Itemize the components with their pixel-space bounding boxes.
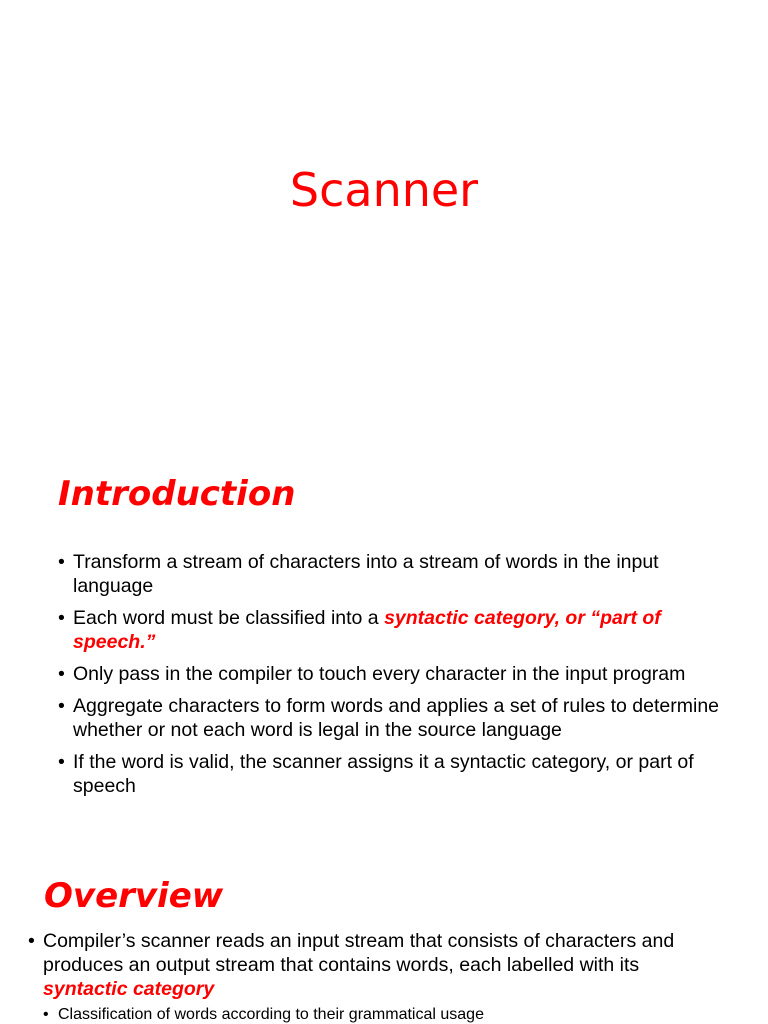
list-item bbox=[28, 929, 688, 1024]
introduction-list bbox=[58, 550, 728, 806]
overview-sub-list bbox=[43, 1005, 688, 1024]
overview-list bbox=[28, 929, 688, 1024]
list-item bbox=[58, 606, 728, 654]
emphasis-text: syntactic category bbox=[43, 978, 215, 1000]
sub-list-item bbox=[43, 1005, 688, 1024]
list-item bbox=[58, 750, 728, 798]
emphasis-text: syntactic category, or “part of speech.” bbox=[73, 607, 661, 653]
list-item-text: Compiler’s scanner reads an input stream that consists of characters and produces an output stream that contains words, each labelled with its bbox=[43, 930, 675, 976]
list-item bbox=[58, 662, 728, 686]
list-item bbox=[58, 550, 728, 598]
list-item bbox=[58, 694, 728, 742]
overview-heading: Overview bbox=[44, 876, 224, 916]
list-item-text: If the word is valid, the scanner assigns it a syntactic category, or part of speech bbox=[73, 751, 694, 797]
page-title: Scanner bbox=[289, 163, 479, 217]
list-item-text: Aggregate characters to form words and applies a set of rules to determine whether or not each word is legal in the source language bbox=[73, 695, 720, 741]
sub-list-item-text: Classification of words according to their grammatical usage bbox=[58, 1006, 484, 1023]
introduction-heading: Introduction bbox=[58, 474, 296, 514]
list-item-text: Only pass in the compiler to touch every character in the input program bbox=[73, 663, 686, 685]
list-item-text: Transform a stream of characters into a stream of words in the input language bbox=[73, 551, 659, 597]
list-item-text: Each word must be classified into a bbox=[73, 607, 385, 629]
